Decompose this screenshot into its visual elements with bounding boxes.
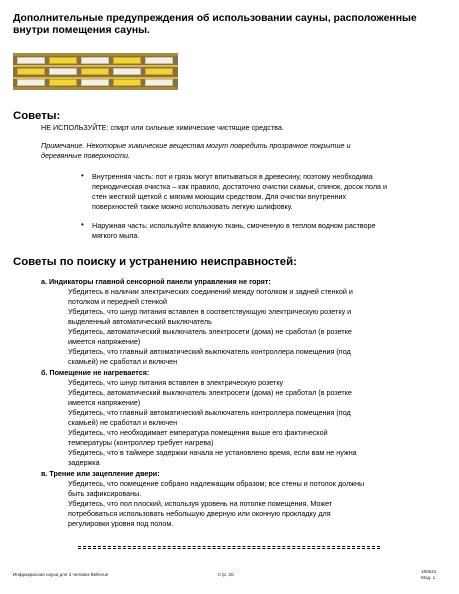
footer-doc-code: 180521 [421, 569, 437, 574]
tips-heading: Советы: [13, 110, 61, 122]
bullet-interior-line-1: Внутренняя часть: пот и грязь могут впитываться в древесину, поэтому необходима [92, 172, 373, 181]
section-c-line: Убедитесь, что помещение собрано надлежащим образом; все стены и потолок должны [68, 479, 365, 488]
bullet-dot: • [81, 220, 84, 229]
troubleshooting-heading: Советы по поиску и устранению неисправностей: [13, 256, 297, 268]
section-a-line: имеется напряжение) [68, 337, 141, 346]
section-b-heading: б. Помещение не нагревается: [41, 368, 150, 377]
section-b-line: Убедитесь, что в таймере задержки начала не установлено время, если вам не нужна [68, 448, 357, 457]
tips-note-line-2: деревянные поверхности. [41, 151, 131, 160]
section-a-line: Убедитесь в наличии электрических соединений между потолком и задней стенкой и [68, 287, 353, 296]
bullet-exterior-line-1: Наружная часть: используйте влажную ткань, смоченную в теплом водном растворе [92, 221, 376, 230]
section-c-line: регулировки уровня под полом. [68, 519, 174, 528]
section-a-line: выделенный автоматический выключатель [68, 317, 212, 326]
bullet-dot: • [81, 171, 84, 180]
footer-product-name: Инфракрасная сауна для 3 человек Bellevue [13, 572, 109, 577]
section-a-line: Убедитесь, что шнур питания вставлен в соответствующую электрическую розетку и [68, 307, 352, 316]
section-b-line: скамьей) не сработал и включен [68, 418, 178, 427]
section-a-line: Убедитесь, автоматический выключатель электросети (дома) не сработал (в розетке [68, 327, 352, 336]
tips-warning: НЕ ИСПОЛЬЗУЙТЕ: спирт или сильные химические чистящие средства. [41, 123, 284, 132]
dashed-divider [78, 548, 380, 549]
section-b-line: Убедитесь, что шнур питания вставлен в электрическую розетку [68, 378, 284, 387]
section-b-line: задержка [68, 458, 100, 467]
section-a-line: скамьей) не сработал и включен [68, 357, 178, 366]
bullet-interior-line-2: периодическая очистка – как правило, достаточно очистки скамьи, спинок, досок пола и [92, 182, 388, 191]
section-c-line: Убедитесь, что пол плоский, используя уровень на потолке помещения. Может [68, 499, 333, 508]
section-c-line: потребоваться использовать небольшую дверную или оконную прокладку для [68, 509, 331, 518]
section-b-line: температуры (контроллер требует нагрева) [68, 438, 214, 447]
sauna-warning-labels-photo [13, 53, 178, 90]
section-b-line: имеется напряжение) [68, 398, 141, 407]
footer-page-number: Стр. 20 [218, 572, 234, 577]
section-c-heading: в. Трение или зацепление двери: [41, 469, 160, 478]
bullet-interior-line-4: поверхностей также можно использовать легкую шлифовку. [92, 202, 293, 211]
bullet-exterior-line-2: мягкого мыла. [92, 231, 140, 240]
section-a-line: потолком и передней стенкой [68, 297, 168, 306]
section-b-line: Убедитесь, что необходимает емпература помещения выше его фактической [68, 428, 328, 437]
footer-revision: Мод. 1 [421, 575, 436, 580]
section-a-heading: a. Индикаторы главной сенсорной панели управления не горят: [41, 277, 271, 286]
section-b-line: Убедитесь, автоматический выключатель электросети (дома) не сработал (в розетке [68, 388, 352, 397]
bullet-interior-line-3: стен жесткой щеткой с мягким моющим средством. Для очистки внутренних [92, 192, 347, 201]
section-c-line: быть зафиксированы. [68, 489, 142, 498]
page-title: Дополнительные предупреждения об использовании сауны, расположенные внутри помещения сауны. [13, 13, 417, 37]
section-b-line: Убедитесь, что главный автоматический выключатель контроллера помещения (под [68, 408, 351, 417]
section-a-line: Убедитесь, что главный автоматический выключатель контроллера помещения (под [68, 347, 351, 356]
tips-note-line-1: Примечание. Некоторые химические вещества могут повредить прозрачное покрытие и [41, 141, 351, 150]
